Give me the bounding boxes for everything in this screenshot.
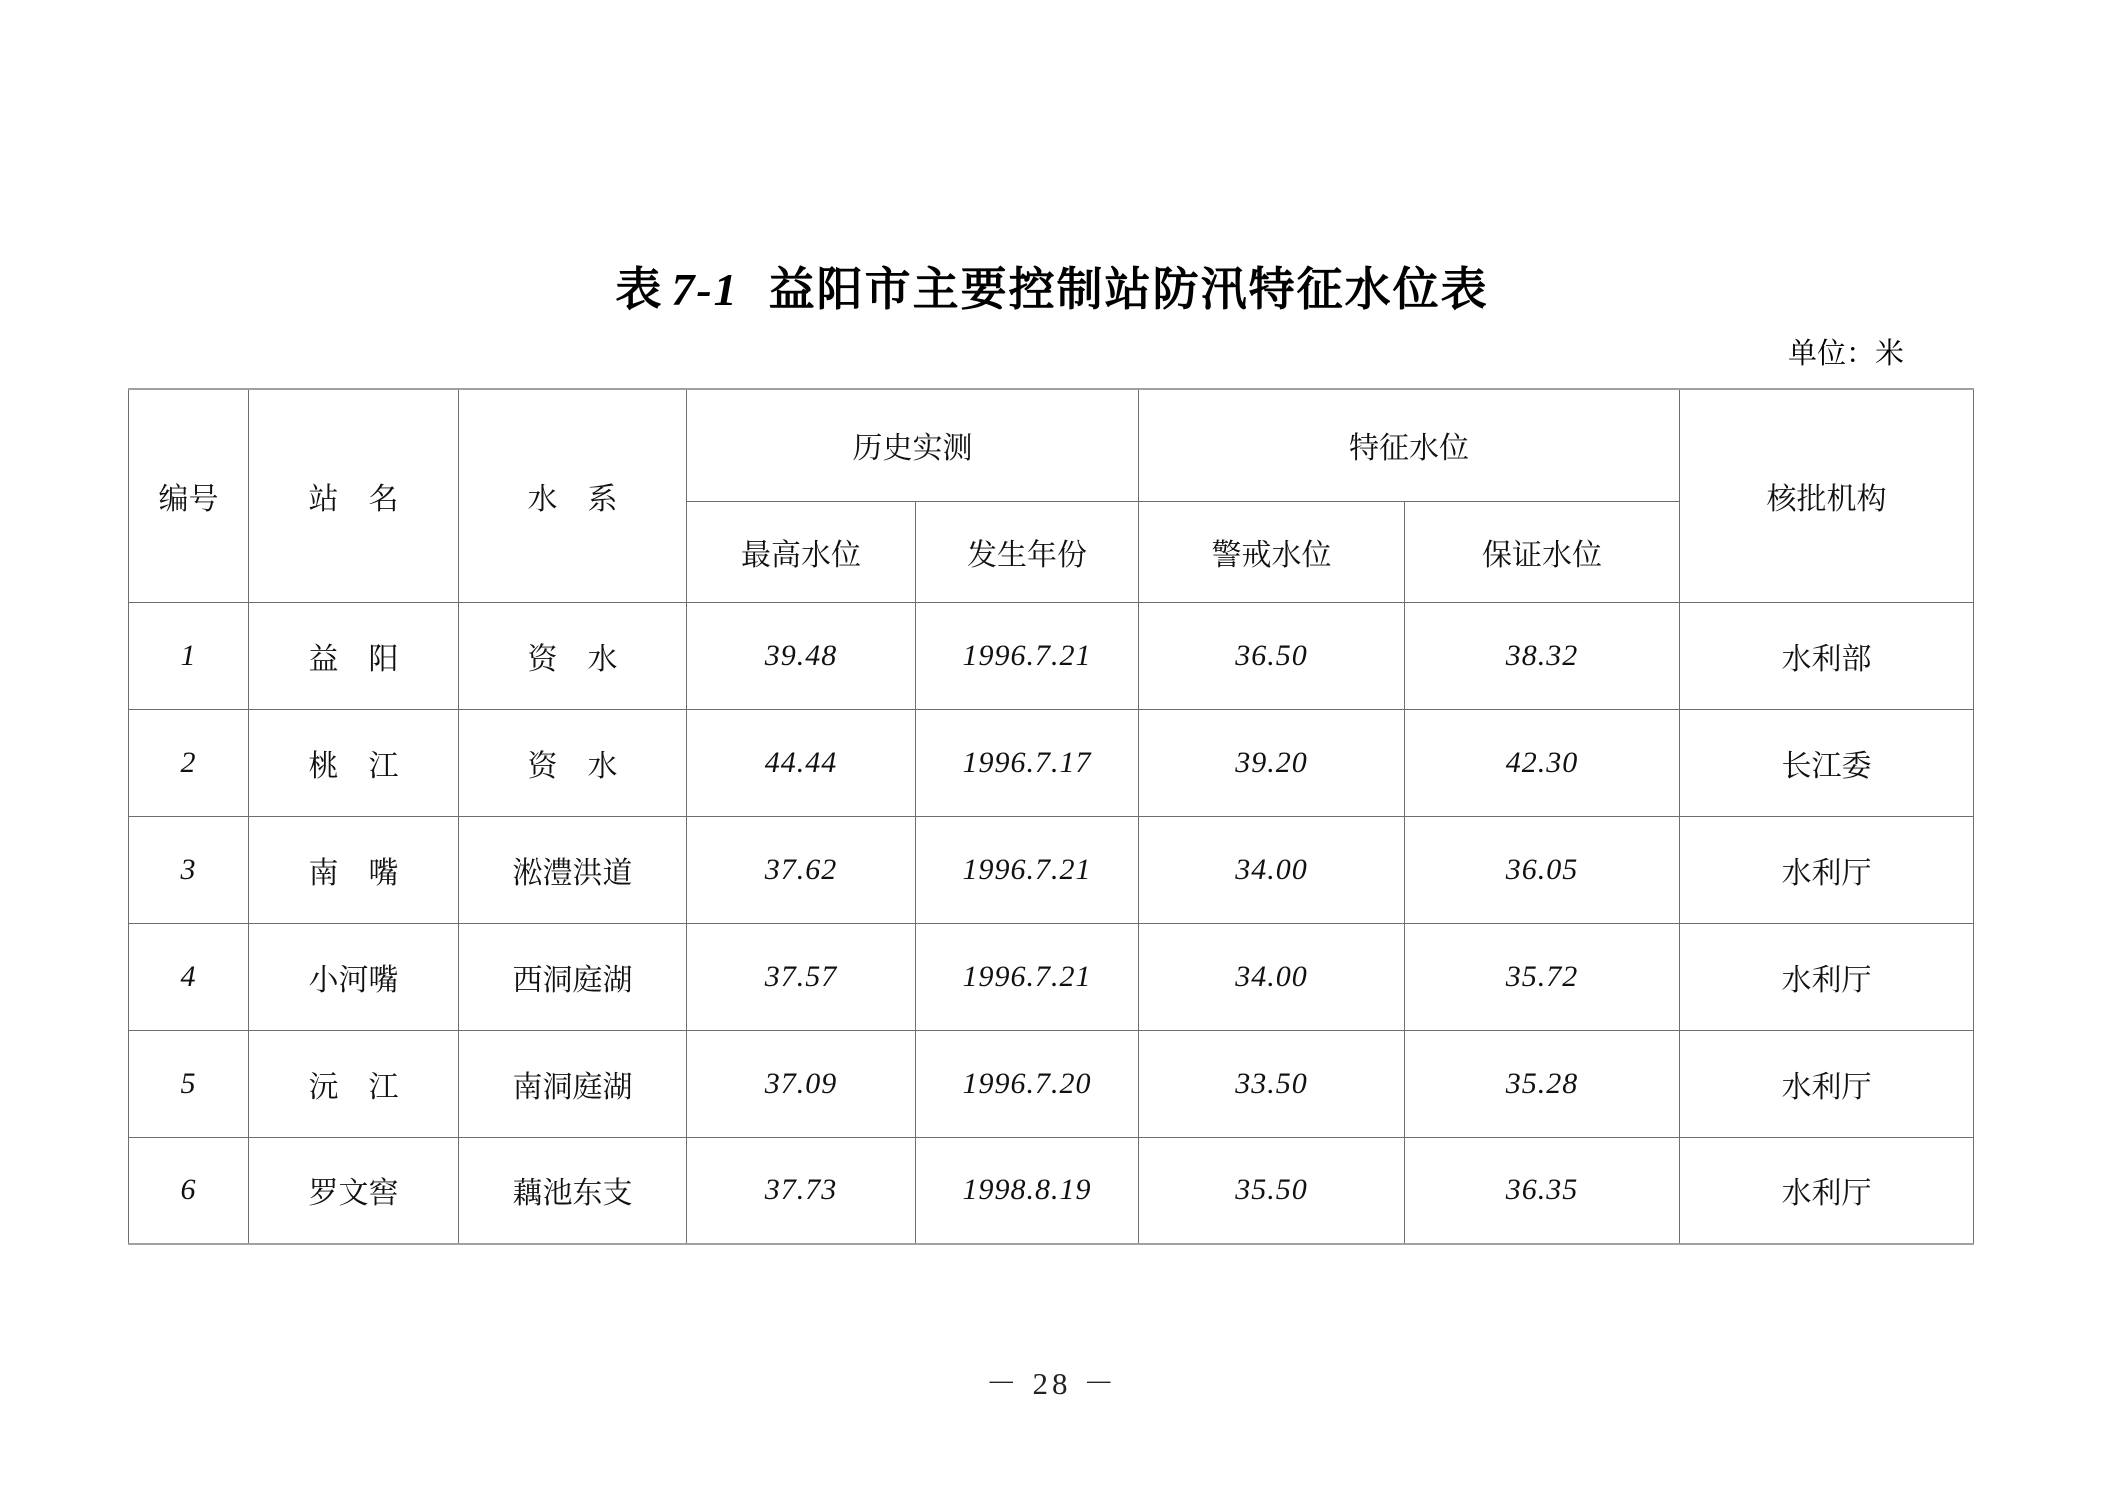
title-label: 表 bbox=[615, 263, 664, 315]
page-number: － 28 － bbox=[985, 1366, 1119, 1401]
cell-highest-level: 37.09 bbox=[687, 1030, 916, 1137]
table-row bbox=[129, 816, 1974, 923]
cell-approval-agency: 水利厅 bbox=[1680, 923, 1974, 1030]
header-group-characteristic: 特征水位 bbox=[1139, 389, 1680, 501]
cell-water-system: 西洞庭湖 bbox=[459, 923, 687, 1030]
title-text: 益阳市主要控制站防汛特征水位表 bbox=[768, 263, 1489, 315]
cell-highest-level: 37.73 bbox=[687, 1137, 916, 1244]
cell-approval-agency: 水利厅 bbox=[1680, 816, 1974, 923]
cell-approval-agency: 水利部 bbox=[1680, 602, 1974, 709]
water-level-table bbox=[128, 388, 1974, 1245]
page-title bbox=[0, 253, 2104, 319]
header-approval-agency: 核批机构 bbox=[1680, 389, 1974, 602]
cell-station: 南 嘴 bbox=[249, 816, 459, 923]
table-row bbox=[129, 923, 1974, 1030]
cell-warning-level: 35.50 bbox=[1139, 1137, 1405, 1244]
unit-note: 单位：米 bbox=[1788, 338, 1905, 370]
table-row bbox=[129, 709, 1974, 816]
cell-water-system: 资 水 bbox=[459, 602, 687, 709]
table-row bbox=[129, 1030, 1974, 1137]
cell-no: 4 bbox=[129, 923, 249, 1030]
cell-no: 1 bbox=[129, 602, 249, 709]
cell-warning-level: 36.50 bbox=[1139, 602, 1405, 709]
header-occurrence-year: 发生年份 bbox=[916, 501, 1139, 602]
cell-guaranteed-level: 42.30 bbox=[1405, 709, 1680, 816]
cell-no: 3 bbox=[129, 816, 249, 923]
cell-water-system: 南洞庭湖 bbox=[459, 1030, 687, 1137]
cell-occurrence-year: 1998.8.19 bbox=[916, 1137, 1139, 1244]
cell-water-system: 藕池东支 bbox=[459, 1137, 687, 1244]
header-water-system: 水 系 bbox=[459, 389, 687, 602]
cell-highest-level: 39.48 bbox=[687, 602, 916, 709]
cell-occurrence-year: 1996.7.21 bbox=[916, 923, 1139, 1030]
cell-warning-level: 39.20 bbox=[1139, 709, 1405, 816]
header-group-historical: 历史实测 bbox=[687, 389, 1139, 501]
cell-occurrence-year: 1996.7.17 bbox=[916, 709, 1139, 816]
cell-occurrence-year: 1996.7.20 bbox=[916, 1030, 1139, 1137]
cell-approval-agency: 水利厅 bbox=[1680, 1030, 1974, 1137]
table-row bbox=[129, 602, 1974, 709]
cell-water-system: 资 水 bbox=[459, 709, 687, 816]
header-row-groups bbox=[129, 389, 1974, 501]
cell-highest-level: 44.44 bbox=[687, 709, 916, 816]
cell-warning-level: 34.00 bbox=[1139, 816, 1405, 923]
cell-water-system: 淞澧洪道 bbox=[459, 816, 687, 923]
cell-station: 罗文窖 bbox=[249, 1137, 459, 1244]
cell-station: 桃 江 bbox=[249, 709, 459, 816]
header-no: 编号 bbox=[129, 389, 249, 602]
header-guaranteed-level: 保证水位 bbox=[1405, 501, 1680, 602]
cell-approval-agency: 水利厅 bbox=[1680, 1137, 1974, 1244]
title-number: 7-1 bbox=[671, 264, 739, 315]
cell-approval-agency: 长江委 bbox=[1680, 709, 1974, 816]
cell-guaranteed-level: 36.35 bbox=[1405, 1137, 1680, 1244]
cell-station: 益 阳 bbox=[249, 602, 459, 709]
table-row bbox=[129, 1137, 1974, 1244]
cell-highest-level: 37.57 bbox=[687, 923, 916, 1030]
cell-guaranteed-level: 38.32 bbox=[1405, 602, 1680, 709]
header-warning-level: 警戒水位 bbox=[1139, 501, 1405, 602]
cell-guaranteed-level: 36.05 bbox=[1405, 816, 1680, 923]
cell-occurrence-year: 1996.7.21 bbox=[916, 602, 1139, 709]
cell-guaranteed-level: 35.72 bbox=[1405, 923, 1680, 1030]
cell-no: 2 bbox=[129, 709, 249, 816]
cell-no: 5 bbox=[129, 1030, 249, 1137]
cell-occurrence-year: 1996.7.21 bbox=[916, 816, 1139, 923]
cell-station: 小河嘴 bbox=[249, 923, 459, 1030]
cell-highest-level: 37.62 bbox=[687, 816, 916, 923]
header-highest-level: 最高水位 bbox=[687, 501, 916, 602]
cell-warning-level: 33.50 bbox=[1139, 1030, 1405, 1137]
header-station-name: 站 名 bbox=[249, 389, 459, 602]
cell-warning-level: 34.00 bbox=[1139, 923, 1405, 1030]
cell-no: 6 bbox=[129, 1137, 249, 1244]
cell-guaranteed-level: 35.28 bbox=[1405, 1030, 1680, 1137]
cell-station: 沅 江 bbox=[249, 1030, 459, 1137]
